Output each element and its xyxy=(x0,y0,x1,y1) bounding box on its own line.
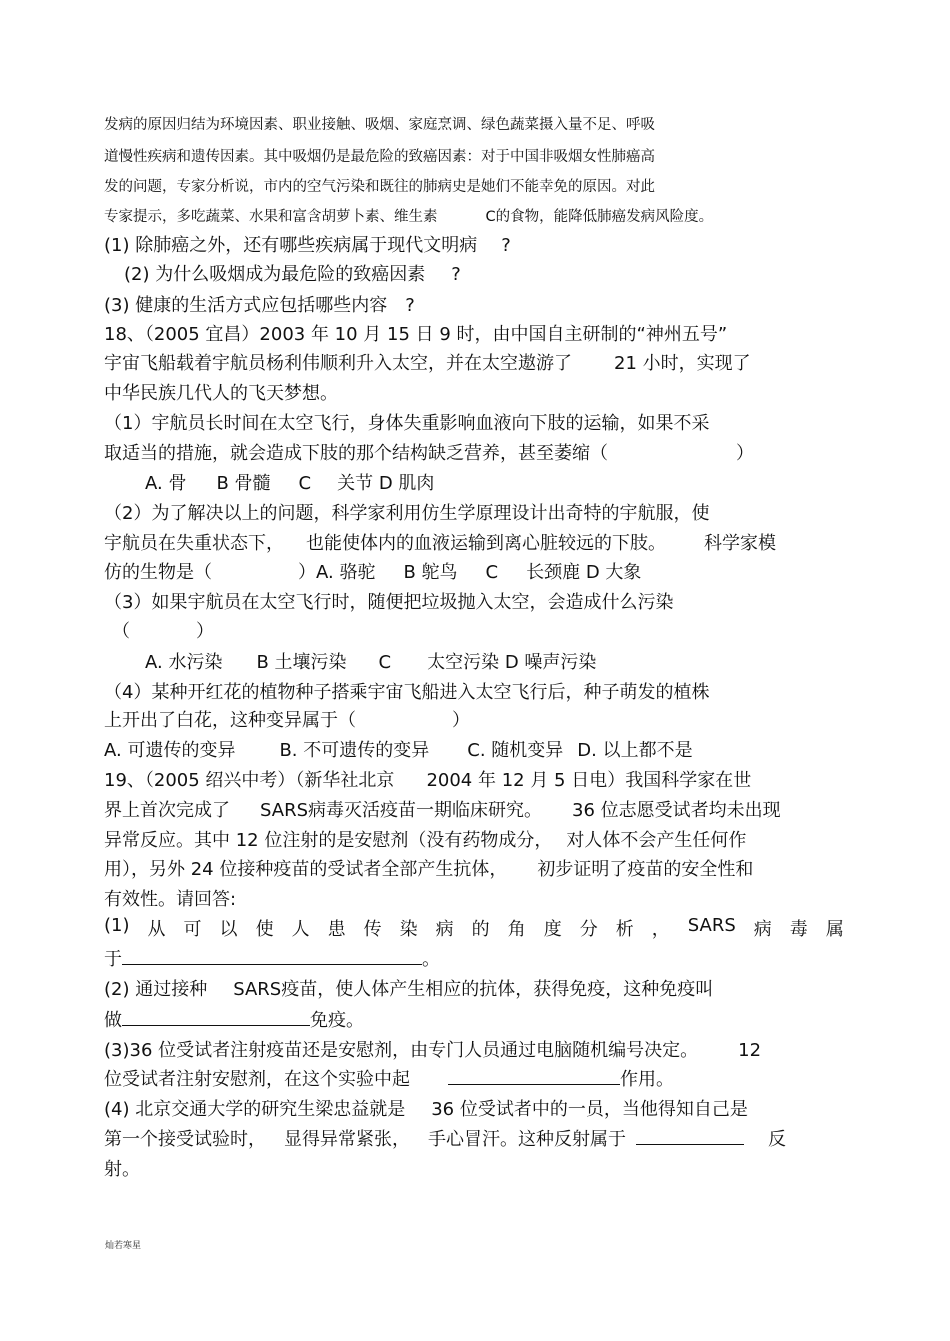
q18-sub-1-line-2 xyxy=(104,439,754,465)
option-c-d: 长颈鹿 D 大象 xyxy=(526,562,642,583)
q17-part-2-text: (2) 为什么吸烟成为最危险的致癌因素 xyxy=(124,264,426,285)
q19-part-3-line-1 xyxy=(104,1036,761,1062)
q19-part-1-token: 病 xyxy=(435,919,454,940)
q19-heading-1-b: 2004 年 12 月 5 日电）我国科学家在世 xyxy=(426,770,752,791)
answer-blank[interactable] xyxy=(122,1007,310,1026)
q19-part-1-token: 传 xyxy=(363,919,382,940)
q19-part-1-token: 的 xyxy=(471,919,490,940)
q19-part-1-token: 可 xyxy=(183,919,202,940)
q19-part-4-c: 第一个接受试验时， xyxy=(104,1129,266,1150)
q18-sub-2-line-3 xyxy=(104,558,641,584)
q19-part-4-d: 显得异常紧张， xyxy=(284,1129,410,1150)
q19-heading-3 xyxy=(104,826,746,852)
q19-part-1-token: 人 xyxy=(291,919,310,940)
option-a: A. 骨 xyxy=(145,473,187,494)
q17-part-2-mark: ? xyxy=(451,264,461,285)
q19-part-4-f: 反 xyxy=(768,1129,786,1150)
intro-line-4-a: 专家提示，多吃蔬菜、水果和富含胡萝卜素、维生素 xyxy=(104,209,438,225)
intro-line-1: 发病的原因归结为环境因素、职业接触、吸烟、家庭烹调、绿色蔬菜摄入量不足、呼吸 xyxy=(104,117,655,133)
q18-heading-2-b: 21 小时，实现了 xyxy=(614,353,751,374)
option-a: ）A. 骆驼 xyxy=(298,562,376,583)
q19-part-1-token: (1) xyxy=(104,915,130,936)
q19-part-3-line-2 xyxy=(104,1065,674,1091)
q18-sub-4-options xyxy=(104,736,693,762)
intro-line-4-b: C的食物，能降低肺癌发病风险度。 xyxy=(485,209,714,225)
q19-part-1-end: 。 xyxy=(422,949,440,970)
q19-part-2-b: SARS疫苗，使人体产生相应的抗体，获得免疫，这种免疫叫 xyxy=(233,979,714,1000)
q19-part-2-prefix: 做 xyxy=(104,1010,122,1031)
q17-part-3-text: (3) 健康的生活方式应包括哪些内容 xyxy=(104,295,388,316)
q19-heading-2 xyxy=(104,796,781,822)
q17-part-2 xyxy=(124,260,461,286)
page-footer: 灿若寒星 xyxy=(105,1241,142,1251)
option-b: B 鸵鸟 xyxy=(403,562,458,583)
option-c: C. 随机变异 xyxy=(467,740,564,761)
q19-heading-1-a: 19、（2005 绍兴中考）（新华社北京 xyxy=(104,770,395,791)
q18-heading-2-a: 宇宙飞船载着宇航员杨利伟顺利升入太空，并在太空遨游了 xyxy=(104,353,572,374)
q19-part-4-line-1 xyxy=(104,1095,748,1121)
q19-part-1-token: 患 xyxy=(327,919,346,940)
q19-part-1-token: 染 xyxy=(399,919,418,940)
answer-blank[interactable] xyxy=(636,1126,744,1145)
q19-part-4-line-3: 射。 xyxy=(104,1159,140,1180)
option-c: C xyxy=(298,473,312,494)
option-d: D. 以上都不是 xyxy=(577,740,693,761)
q18-sub-2-stem: 仿的生物是（ xyxy=(104,562,212,583)
q18-sub-1-stem: 取适当的措施，就会造成下肢的那个结构缺乏营养，甚至萎缩（ xyxy=(104,443,608,464)
q19-heading-4-a: 用），另外 24 位接种疫苗的受试者全部产生抗体， xyxy=(104,859,508,880)
q19-part-3-b: 12 xyxy=(738,1040,762,1061)
bracket-close: ） xyxy=(452,710,470,731)
q19-part-1-token: 毒 xyxy=(789,919,808,940)
q19-heading-2-a: 界上首次完成了 xyxy=(104,800,230,821)
option-b: B 土壤污染 xyxy=(256,652,347,673)
option-c: C xyxy=(485,562,499,583)
q18-sub-4-stem: 上开出了白花，这种变异属于（ xyxy=(104,710,356,731)
q19-part-1-token: 以 xyxy=(219,919,238,940)
intro-line-2: 道慢性疾病和遗传因素。其中吸烟仍是最危险的致癌因素：对于中国非吸烟女性肺癌高 xyxy=(104,149,655,165)
option-c: C xyxy=(378,652,392,673)
q19-part-3-end: 作用。 xyxy=(620,1069,674,1090)
q19-part-1-token: 度 xyxy=(543,919,562,940)
q17-part-1-text: (1) 除肺癌之外，还有哪些疾病属于现代文明病 xyxy=(104,235,478,256)
q19-heading-3-a: 异常反应。其中 12 位注射的是安慰剂（没有药物成分， xyxy=(104,830,553,851)
q19-part-1-line-1 xyxy=(104,915,844,941)
q19-part-4-b: 36 位受试者中的一员，当他得知自己是 xyxy=(431,1099,748,1120)
q18-sub-3-options xyxy=(145,648,596,674)
bracket-open: （ xyxy=(112,621,130,642)
q19-heading-1 xyxy=(104,766,751,792)
q19-part-1-token: 角 xyxy=(507,919,526,940)
q18-heading-2 xyxy=(104,349,751,375)
q19-part-1-token: 分 xyxy=(579,919,598,940)
option-c-d: 关节 D 肌肉 xyxy=(337,473,435,494)
intro-line-3: 发的问题，专家分析说，市内的空气污染和既往的肺病史是她们不能幸免的原因。对此 xyxy=(104,179,655,195)
q19-heading-3-b: 对人体不会产生任何作 xyxy=(566,830,747,851)
option-b: B. 不可遗传的变异 xyxy=(279,740,430,761)
option-a: A. 可遗传的变异 xyxy=(104,740,236,761)
q19-part-4-a: (4) 北京交通大学的研究生梁忠益就是 xyxy=(104,1099,406,1120)
option-b: B 骨髓 xyxy=(216,473,271,494)
q19-part-2-line-1 xyxy=(104,975,713,1001)
q18-sub-1-close: ） xyxy=(736,443,754,464)
q19-part-1-token: 析 xyxy=(615,919,634,940)
q19-part-1-token: ， xyxy=(651,919,670,940)
q17-part-1 xyxy=(104,231,511,257)
q18-sub-4-line-1: （4）某种开红花的植物种子搭乘宇宙飞船进入太空飞行后，种子萌发的植株 xyxy=(104,682,710,703)
q18-sub-2-line-1: （2）为了解决以上的问题，科学家利用仿生学原理设计出奇特的宇航服，使 xyxy=(104,503,710,524)
q19-part-2-a: (2) 通过接种 xyxy=(104,979,208,1000)
q18-sub-4-line-2 xyxy=(104,706,470,732)
q19-part-2-end: 免疫。 xyxy=(310,1010,364,1031)
q19-part-3-a: (3)36 位受试者注射疫苗还是安慰剂，由专门人员通过电脑随机编号决定。 xyxy=(104,1040,699,1061)
q17-part-1-mark: ? xyxy=(501,235,511,256)
option-a: A. 水污染 xyxy=(145,652,223,673)
q19-heading-5: 有效性。请回答: xyxy=(104,889,237,910)
q19-heading-4-b: 初步证明了疫苗的安全性和 xyxy=(537,859,754,880)
answer-blank[interactable] xyxy=(122,946,422,965)
intro-line-4 xyxy=(104,205,713,226)
q19-heading-2-c: 36 位志愿受试者均未出现 xyxy=(572,800,781,821)
q18-sub-2-b: 也能使体内的血液运输到离心脏较远的下肢。 xyxy=(306,533,666,554)
q18-sub-2-line-2 xyxy=(104,529,776,555)
q18-sub-3-blank xyxy=(112,617,214,643)
q19-part-3-prefix: 位受试者注射安慰剂，在这个实验中起 xyxy=(104,1069,410,1090)
q19-part-4-e: 手心冒汗。这种反射属于 xyxy=(428,1129,626,1150)
q18-heading-1: 18、（2005 宜昌）2003 年 10 月 15 日 9 时，由中国自主研制的“神州五号” xyxy=(104,324,728,345)
bracket-close: ） xyxy=(196,621,214,642)
q18-sub-3-line-1: （3）如果宇航员在太空飞行时，随便把垃圾抛入太空，会造成什么污染 xyxy=(104,592,674,613)
answer-blank[interactable] xyxy=(448,1066,620,1085)
q19-part-4-line-2 xyxy=(104,1125,786,1151)
q19-heading-2-b: SARS病毒灭活疫苗一期临床研究。 xyxy=(260,800,543,821)
q19-part-1-token: SARS xyxy=(687,915,736,936)
q19-part-2-line-2 xyxy=(104,1006,364,1032)
q19-part-1-prefix: 于 xyxy=(104,949,122,970)
q17-part-3-mark: ? xyxy=(405,295,415,316)
q18-sub-2-a: 宇航员在失重状态下， xyxy=(104,533,284,554)
q18-sub-1-options xyxy=(145,469,434,495)
q18-heading-3: 中华民族几代人的飞天梦想。 xyxy=(104,383,338,404)
q18-sub-1-line-1: （1）宇航员长时间在太空飞行，身体失重影响血液向下肢的运输，如果不采 xyxy=(104,413,710,434)
option-c-d: 太空污染 D 噪声污染 xyxy=(427,652,597,673)
q19-part-1-line-2 xyxy=(104,945,440,971)
q19-part-1-token: 病 xyxy=(753,919,772,940)
q19-part-1-token: 使 xyxy=(255,919,274,940)
q19-part-1-token: 从 xyxy=(147,919,166,940)
q17-part-3 xyxy=(104,291,415,317)
q19-part-1-token: 属 xyxy=(825,919,844,940)
q19-heading-4 xyxy=(104,855,753,881)
q18-sub-2-c: 科学家模 xyxy=(704,533,776,554)
